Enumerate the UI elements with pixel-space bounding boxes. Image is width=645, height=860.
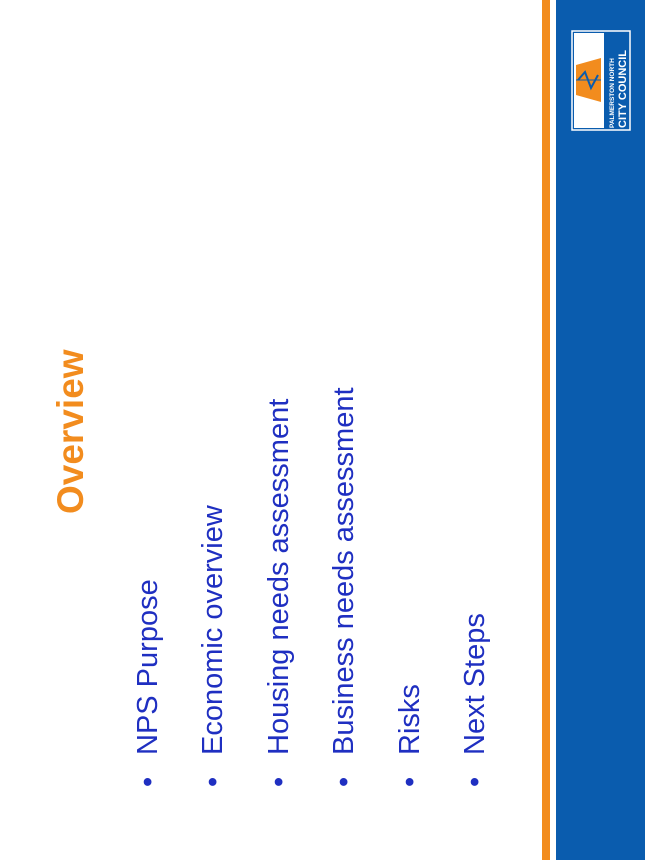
- bullet-item: [265, 399, 294, 787]
- bullet-dot: •: [132, 776, 164, 787]
- bullet-text: Housing needs assessment: [263, 398, 295, 755]
- logo-line1-text: PALMERSTON NORTH: [609, 58, 616, 128]
- bullet-text: NPS Purpose: [132, 579, 164, 755]
- bullet-item: [396, 684, 425, 787]
- bullet-dot: •: [328, 776, 360, 787]
- logo-line2-text: CITY COUNCIL: [617, 49, 629, 128]
- orange-accent-stripe: [542, 0, 550, 860]
- bullet-item: [199, 505, 228, 787]
- bullet-item: [330, 387, 359, 787]
- bullet-text: Economic overview: [197, 505, 229, 755]
- bullet-dot: •: [394, 776, 426, 787]
- slide-title: Overview: [50, 349, 91, 514]
- council-logo: [571, 30, 631, 131]
- bullet-item: [461, 613, 490, 787]
- bullet-dot: •: [197, 776, 229, 787]
- bullet-dot: •: [263, 776, 295, 787]
- bullet-text: Business needs assessment: [328, 387, 360, 755]
- bullet-item: [134, 579, 163, 787]
- logo-emblem-icon: [574, 33, 604, 128]
- bullet-text: Next Steps: [459, 613, 491, 755]
- bullet-dot: •: [459, 776, 491, 787]
- bullet-text: Risks: [394, 684, 426, 755]
